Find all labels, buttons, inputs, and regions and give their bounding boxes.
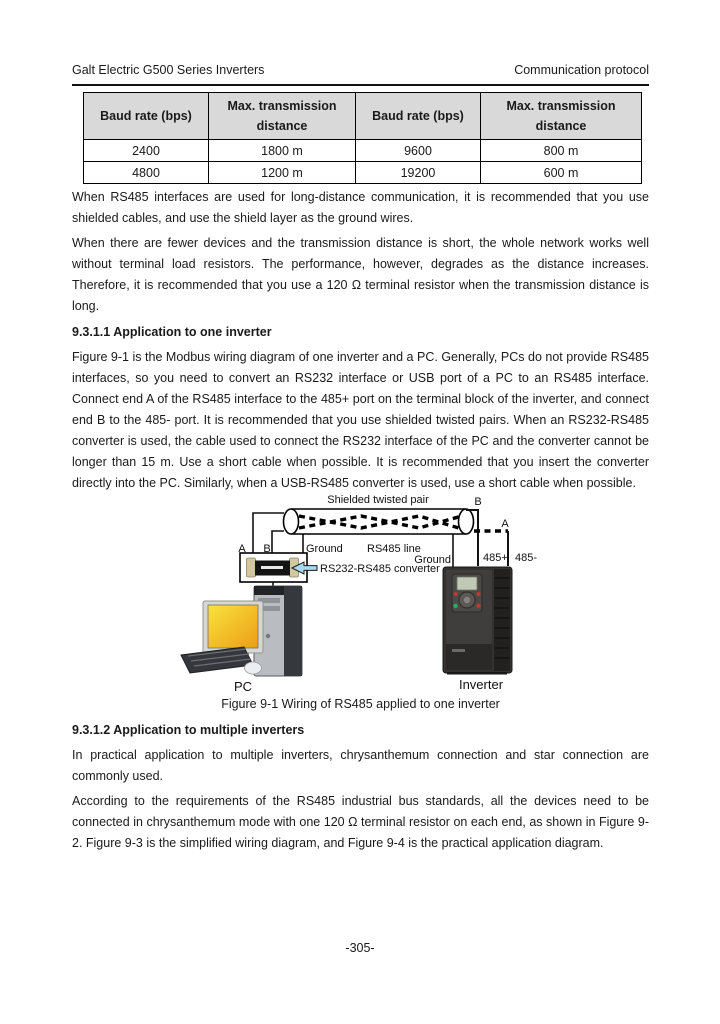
paragraph-figure9-1-description: Figure 9-1 is the Modbus wiring diagram of one inverter and a PC. Generally, PCs do not provide RS485 interfaces, so you need to convert an RS232 interface or USB port of a PC to an RS485 interface. Connect end A of the RS485 interface to the 485+ port on the terminal block of the inverter, and connect end B to the 485- port. It is recommended that you use shielded twisted pairs. When an RS232-RS485 converter is used, the cable used to connect the RS232 interface of the PC and the converter cannot be longer than 15 m. Use a short cable when possible. It is recommended that you insert the converter directly into the PC. Similarly, when a USB-RS485 converter is used, use a short cable when possible. — [72, 350, 649, 490]
figure-caption: Figure 9-1 Wiring of RS485 applied to one inverter — [221, 697, 500, 711]
label-rs485-line: RS485 line — [367, 543, 421, 555]
label-a-right: A — [501, 518, 509, 530]
wiring-diagram — [180, 494, 540, 692]
table-header-row — [84, 93, 642, 140]
table-row — [84, 140, 642, 162]
inverter-heatsink — [494, 569, 510, 671]
label-485-minus: 485- — [515, 552, 538, 564]
wire-b-left — [272, 531, 284, 554]
converter-plug-left — [247, 558, 256, 577]
section-heading-9312: 9.3.1.2 Application to multiple inverters — [72, 723, 305, 737]
col-header-dist-1: Max. transmission distance — [209, 93, 356, 140]
label-b-right: B — [474, 496, 482, 508]
section-heading-9311: 9.3.1.1 Application to one inverter — [72, 325, 272, 339]
pc-illustration — [181, 586, 302, 676]
inverter-illustration — [443, 567, 512, 675]
col-header-dist-2: Max. transmission distance — [481, 93, 642, 140]
inverter-button-red — [477, 592, 481, 596]
inverter-button-red — [476, 604, 480, 608]
cell-baud: 9600 — [356, 140, 481, 162]
header-left-title: Galt Electric G500 Series Inverters — [72, 63, 265, 77]
pc-power-button — [266, 634, 270, 638]
baud-rate-table — [83, 92, 642, 184]
inverter-button-red — [454, 592, 458, 596]
inverter-base — [447, 672, 507, 675]
label-485-plus: 485+ — [483, 552, 508, 564]
twisted-strand-2 — [299, 516, 462, 528]
page-content — [72, 92, 649, 854]
inverter-lower-cover — [446, 644, 492, 670]
label-rs232-rs485-converter: RS232-RS485 converter — [320, 563, 440, 575]
label-inverter: Inverter — [458, 677, 504, 692]
cell-baud: 19200 — [356, 162, 481, 184]
cell-distance: 1200 m — [209, 162, 356, 184]
cable-cap-left — [284, 509, 299, 534]
label-ground-right: Ground — [414, 554, 451, 566]
inverter-lcd-display — [457, 577, 477, 590]
figure-9-1 — [72, 494, 649, 692]
header-right-title: Communication protocol — [514, 63, 649, 77]
inverter-button-green — [453, 604, 457, 608]
cable-sheath — [291, 509, 466, 534]
converter-label-strip — [261, 566, 283, 569]
table-row — [84, 162, 642, 184]
cell-distance: 600 m — [481, 162, 642, 184]
label-b-left: B — [263, 543, 271, 555]
label-ground-left: Ground — [306, 543, 343, 555]
cell-baud: 2400 — [84, 140, 209, 162]
label-pc: PC — [233, 679, 253, 692]
paragraph-multiple-inverters: In practical application to multiple inverters, chrysanthemum connection and star connection are commonly used. — [72, 748, 649, 783]
pc-tower-side — [284, 586, 302, 676]
label-shielded-twisted-pair: Shielded twisted pair — [327, 494, 429, 506]
page-header — [72, 63, 649, 86]
inverter-nav-wheel-center — [464, 597, 470, 603]
pc-monitor-screen — [208, 605, 258, 648]
pc-mouse — [245, 662, 262, 674]
cell-distance: 1800 m — [209, 140, 356, 162]
cell-distance: 800 m — [481, 140, 642, 162]
paragraph-terminal-resistor: When there are fewer devices and the transmission distance is short, the whole network works well without terminal load resistors. The performance, however, degrades as the distance increases. Therefore, it is recommended that you use a 120 Ω terminal resistor when the transmission distance is long. — [72, 236, 649, 313]
paragraph-chrysanthemum-mode: According to the requirements of the RS485 industrial bus standards, all the devices need to be connected in chrysanthemum mode with one 120 Ω terminal resistor on each end, as shown in Figure 9-2. Figure 9-3 is the simplified wiring diagram, and Figure 9-4 is the practical application diagram. — [72, 794, 649, 850]
col-header-baud-2: Baud rate (bps) — [356, 93, 481, 140]
paragraph-shielded-cables: When RS485 interfaces are used for long-distance communication, it is recommended that you use shielded cables, and use the shield layer as the ground wires. — [72, 190, 649, 225]
label-a-left: A — [238, 543, 246, 555]
inverter-nameplate — [452, 649, 465, 652]
col-header-baud-1: Baud rate (bps) — [84, 93, 209, 140]
cable-cap-right — [459, 509, 474, 534]
cell-baud: 4800 — [84, 162, 209, 184]
page-number: -305- — [345, 941, 375, 955]
